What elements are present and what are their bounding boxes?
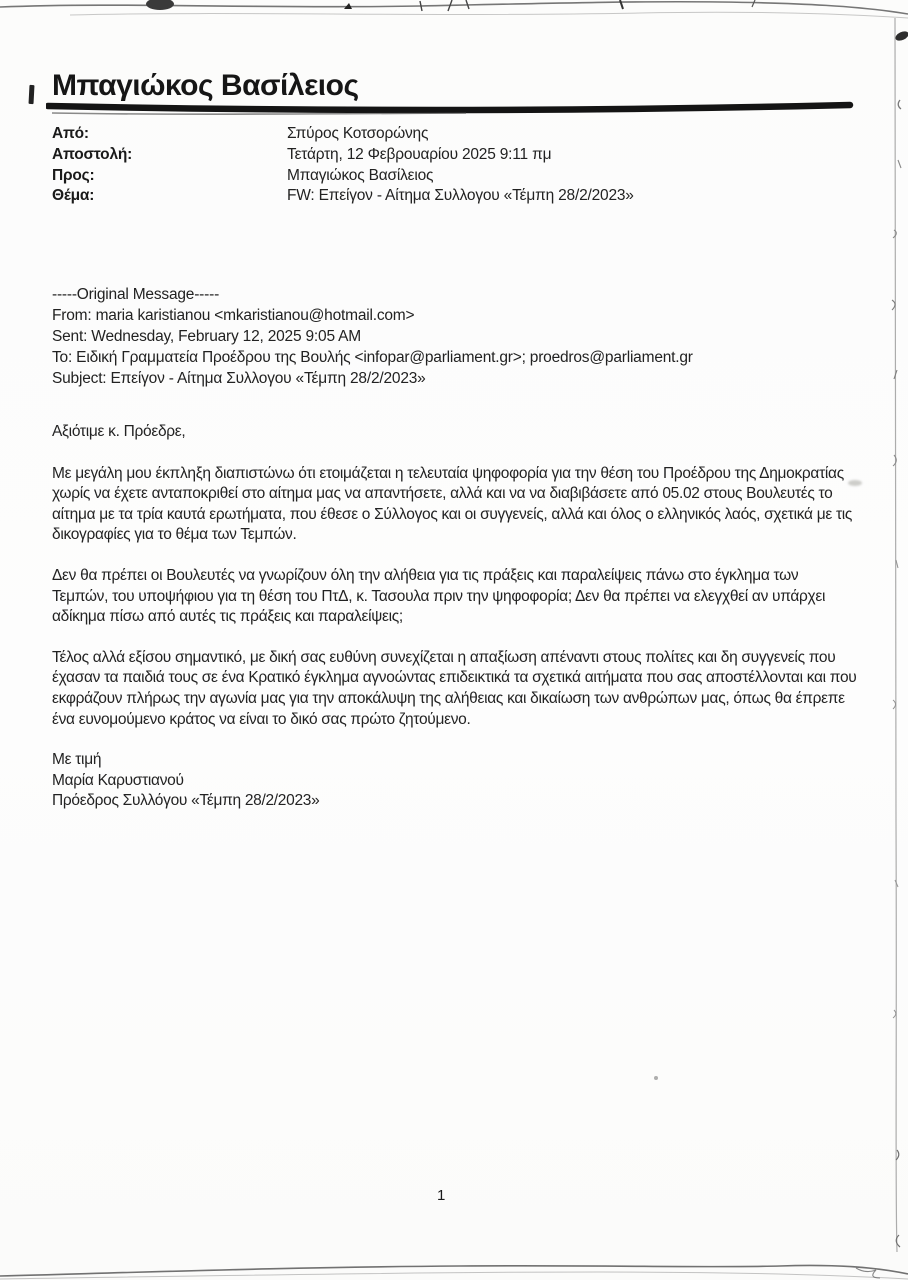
field-subject-label: Θέμα:: [52, 187, 95, 205]
scan-artifact-left-tick: [29, 85, 35, 104]
body-paragraph-3: Τέλος αλλά εξίσου σημαντικό, με δική σας ευθύνη συνεχίζεται η απαξίωση απέναντι στους πολίτες και δη συγγενείς που έχασαν τα παιδιά τους σε ένα Κρατικό έγκλημα αγνοώντας επιδεικτικά τα σχετικά αιτήματα που σας αποστέλλονται και που εκφράζουν πλήρως την αγωνία μας για την αποκάλυψη της αλήθειας και δικαίωση των ανθρώπων μας, όπως θα έπρεπε ένα ευνομούμενο κράτος να είναι το δικό σας πρώτο ζητούμενο.: [52, 648, 857, 728]
field-from-value: Σπύρος Κοτσορώνης: [287, 125, 429, 142]
closing-salutation: Με τιμή: [52, 751, 102, 769]
field-from: [52, 124, 634, 145]
body-paragraph-2: Δεν θα πρέπει οι Βουλευτές να γνωρίζουν όλη την αλήθεια για τις πράξεις και παραλείψεις πάνω στο έγκλημα των Τεμπών, του υποψήφιου για τη θέση του ΠτΔ, κ. Τασουλα πριν την ψηφοφορία; Δεν θα πρέπει να ελεγχθεί αν υπάρχει αδίκημα πίσω από αυτές τις πράξεις και παραλείψεις;: [52, 566, 826, 626]
scan-artifact-right-edge: [864, 0, 908, 1280]
original-message-to: To: Ειδική Γραμματεία Προέδρου της Βουλής <infopar@parliament.gr>; proedros@parliament.gr: [52, 348, 693, 366]
scan-artifact-top-edge: [0, 0, 908, 22]
letter-body: [52, 422, 858, 812]
closing-block: [52, 750, 858, 812]
signature-title: Πρόεδρος Συλλόγου «Τέμπη 28/2/2023»: [52, 792, 320, 810]
field-subject-value: FW: Επείγον - Αίτημα Συλλογου «Τέμπη 28/2/2023»: [287, 187, 634, 205]
email-header-fields: [52, 124, 634, 207]
field-sent: [52, 145, 634, 166]
scan-artifact-bottom-edge: [0, 1254, 908, 1280]
title-underline-rule: [46, 100, 854, 118]
original-message-sent: Sent: Wednesday, February 12, 2025 9:05 AM: [52, 327, 361, 345]
field-from-label: Από:: [52, 125, 89, 142]
field-to: [52, 166, 634, 187]
original-message-subject: Subject: Επείγον - Αίτημα Συλλογου «Τέμπη 28/2/2023»: [52, 369, 426, 387]
original-message-from: From: maria karistianou <mkaristianou@hotmail.com>: [52, 306, 415, 324]
page-number: 1: [437, 1187, 446, 1204]
original-message-block: [52, 285, 693, 390]
field-sent-value: Τετάρτη, 12 Φεβρουαρίου 2025 9:11 πμ: [287, 145, 552, 163]
original-message-separator: -----Original Message-----: [52, 286, 220, 303]
signature-name: Μαρία Καρυστιανού: [52, 771, 184, 789]
field-sent-label: Αποστολή:: [52, 145, 133, 163]
salutation: Αξιότιμε κ. Πρόεδρε,: [52, 423, 186, 440]
body-paragraph-1: Με μεγάλη μου έκπληξη διαπιστώνω ότι ετοιμάζεται η τελευταία ψηφοφορία για την θέση του Προέδρου της Δημοκρατίας χωρίς να έχετε ανταποκριθεί στο αίτημα μας να απαντήσετε, αλλά και να να διαβιβάσετε από 05.02 στους Βουλευτές το αίτημα με τα τρία καυτά ερωτήματα, που έθεσε ο Σύλλογος και οι συγγενείς, αλλά και όλος ο ελληνικός λαός, σχετικά με τις δικογραφίες για το θέμα των Τεμπών.: [52, 464, 853, 544]
field-to-value: Μπαγιώκος Βασίλειος: [287, 166, 434, 184]
scan-artifact-speck: [654, 1076, 658, 1080]
field-to-label: Προς:: [52, 166, 95, 184]
recipient-name-title: Μπαγιώκος Βασίλειος: [52, 69, 359, 102]
field-subject: [52, 186, 634, 207]
